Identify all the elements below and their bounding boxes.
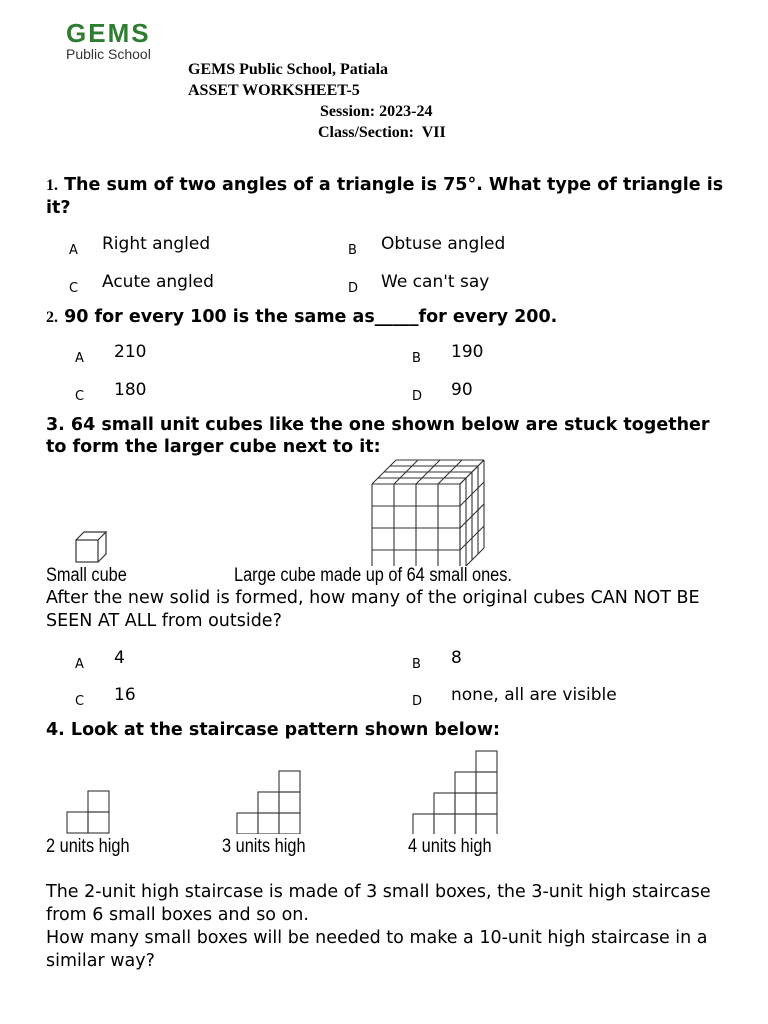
question-1: [46, 174, 726, 219]
option-text: 8: [451, 648, 462, 668]
option-text: 210: [114, 342, 147, 362]
option-text: 190: [451, 342, 484, 362]
option-text: Acute angled: [102, 272, 214, 292]
option-letter: A: [75, 657, 84, 672]
option-text: none, all are visible: [451, 685, 617, 705]
option-text: 4: [114, 648, 125, 668]
option-letter: C: [75, 389, 85, 404]
option-text: We can't say: [381, 272, 490, 292]
large-cube-figure: [370, 458, 490, 566]
staircase-4-caption: 4 units high: [408, 836, 492, 857]
logo-subtitle: Public School: [66, 46, 151, 62]
option-text: Right angled: [102, 234, 211, 254]
question-3: 3. 64 small unit cubes like the one shown below are stuck together to form the larger cube next to it:: [46, 415, 710, 457]
small-cube-caption: Small cube: [46, 565, 127, 586]
staircase-2-caption: 2 units high: [46, 836, 130, 857]
option-letter: C: [75, 694, 85, 709]
school-logo: [66, 18, 176, 64]
school-name: GEMS Public School, Patiala: [188, 61, 389, 78]
question-2: [46, 306, 726, 329]
option-text: Obtuse angled: [381, 234, 506, 254]
option-letter: B: [348, 243, 357, 258]
question-number: 2.: [46, 309, 58, 326]
option-letter: D: [412, 389, 423, 404]
option-text: 16: [114, 685, 136, 705]
option-letter: B: [412, 657, 421, 672]
option-text: 180: [114, 380, 147, 400]
option-letter: D: [348, 281, 359, 296]
staircase-2-figure: [66, 790, 116, 834]
worksheet-title: ASSET WORKSHEET-5: [188, 82, 360, 99]
question-text: The sum of two angles of a triangle is 75°. What type of triangle is it?: [46, 175, 724, 218]
question-4: 4. Look at the staircase pattern shown below:: [46, 720, 500, 740]
option-letter: C: [69, 281, 79, 296]
staircase-4-figure: [412, 750, 502, 834]
logo-letters: GEMS: [66, 18, 151, 48]
large-cube-caption: Large cube made up of 64 small ones.: [234, 565, 512, 586]
staircase-3-figure: [236, 770, 306, 834]
session: Session: 2023-24: [320, 103, 433, 120]
option-letter: B: [412, 351, 421, 366]
option-letter: A: [69, 243, 78, 258]
question-number: 1.: [46, 177, 58, 194]
small-cube-figure: [74, 530, 110, 564]
question-4-prompt: How many small boxes will be needed to make a 10-unit high staircase in a similar way?: [46, 928, 708, 971]
question-4-body: The 2-unit high staircase is made of 3 small boxes, the 3-unit high staircase from 6 small boxes and so on.: [46, 882, 711, 925]
question-3-followup: After the new solid is formed, how many of the original cubes CAN NOT BE SEEN AT ALL from outside?: [46, 588, 700, 631]
option-text: 90: [451, 380, 473, 400]
option-letter: A: [75, 351, 84, 366]
question-text: 90 for every 100 is the same as_____for every 200.: [64, 307, 558, 327]
class-section: Class/Section: VII: [318, 124, 446, 141]
option-letter: D: [412, 694, 423, 709]
staircase-3-caption: 3 units high: [222, 836, 306, 857]
